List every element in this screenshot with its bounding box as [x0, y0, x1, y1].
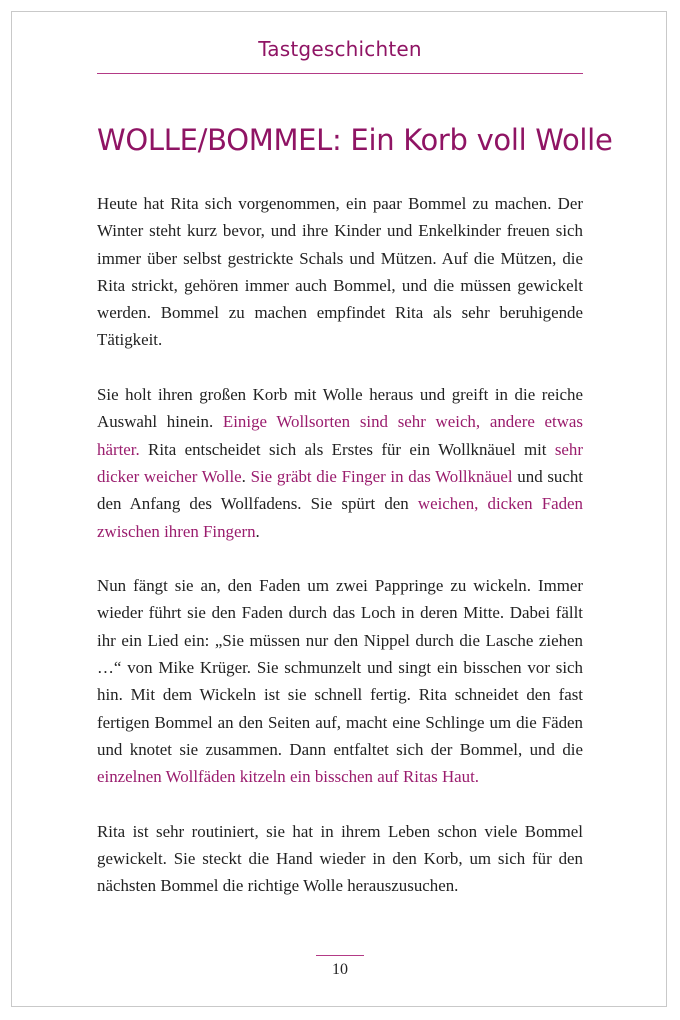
text-segment: und sucht den Anfang des Wollfadens. Sie spürt den	[97, 466, 583, 514]
paragraph-1	[97, 190, 583, 354]
page-number: 10	[332, 961, 348, 978]
highlighted-phrase: weichen, dicken Faden zwischen ihren Fingern	[97, 494, 583, 541]
running-header	[97, 34, 583, 74]
paragraph-4	[97, 818, 583, 900]
footer-rule	[316, 955, 364, 956]
text-segment: Sie holt ihren großen Korb mit Wolle heraus und greift in die reiche Auswahl hinein.	[97, 385, 583, 432]
paragraph-3	[97, 572, 583, 790]
body-text	[97, 190, 583, 927]
text-segment: Rita entscheidet sich als Erstes für ein Wollknäuel mit	[139, 439, 555, 459]
highlighted-phrase: einzelnen Wollfäden kitzeln ein bisschen auf Ritas Haut.	[97, 767, 480, 787]
text-segment: .	[255, 521, 260, 541]
highlighted-phrase: Sie gräbt die Finger in das Wollknäuel	[250, 466, 513, 486]
chapter-title: WOLLE/BOMMEL: Ein Korb voll Wolle	[97, 123, 613, 157]
text-segment: .	[241, 466, 251, 486]
header-title: Tastgeschichten	[258, 37, 422, 61]
highlighted-phrase: sehr dicker weicher Wolle	[97, 439, 583, 486]
text-segment: Nun fängt sie an, den Faden um zwei Pappringe zu wickeln. Immer wieder führt sie den Faden durch das Loch in deren Mitte. Dabei fällt ihr ein Lied ein: „Sie müssen nur den Nippel durch die Lasche ziehen …“ von Mike Krüger. Sie schmunzelt und singt ein bisschen vor sich hin. Mit dem Wickeln ist sie schnell fertig. Rita schneidet den fast fertigen Bommel an den Seiten auf, macht eine Schlinge um die Fäden und knotet sie zusammen. Dann entfaltet sich der Bommel, und die	[97, 576, 583, 759]
paragraph-2	[97, 381, 583, 545]
highlighted-phrase: Einige Wollsorten sind sehr weich, andere etwas härter.	[97, 412, 583, 459]
text-segment: Heute hat Rita sich vorgenommen, ein paar Bommel zu machen. Der Winter steht kurz bevor, und ihre Kinder und Enkelkinder freuen sich immer über selbst gestrickte Schals und Mützen. Auf die Mützen, die Rita strickt, gehören immer auch Bommel, und die müssen gewickelt werden. Bommel zu machen empfindet Rita als sehr beruhigende Tätigkeit.	[97, 194, 583, 350]
text-segment: Rita ist sehr routiniert, sie hat in ihrem Leben schon viele Bommel gewickelt. Sie steckt die Hand wieder in den Korb, um sich für den nächsten Bommel die richtige Wolle herauszusuchen.	[97, 821, 583, 896]
